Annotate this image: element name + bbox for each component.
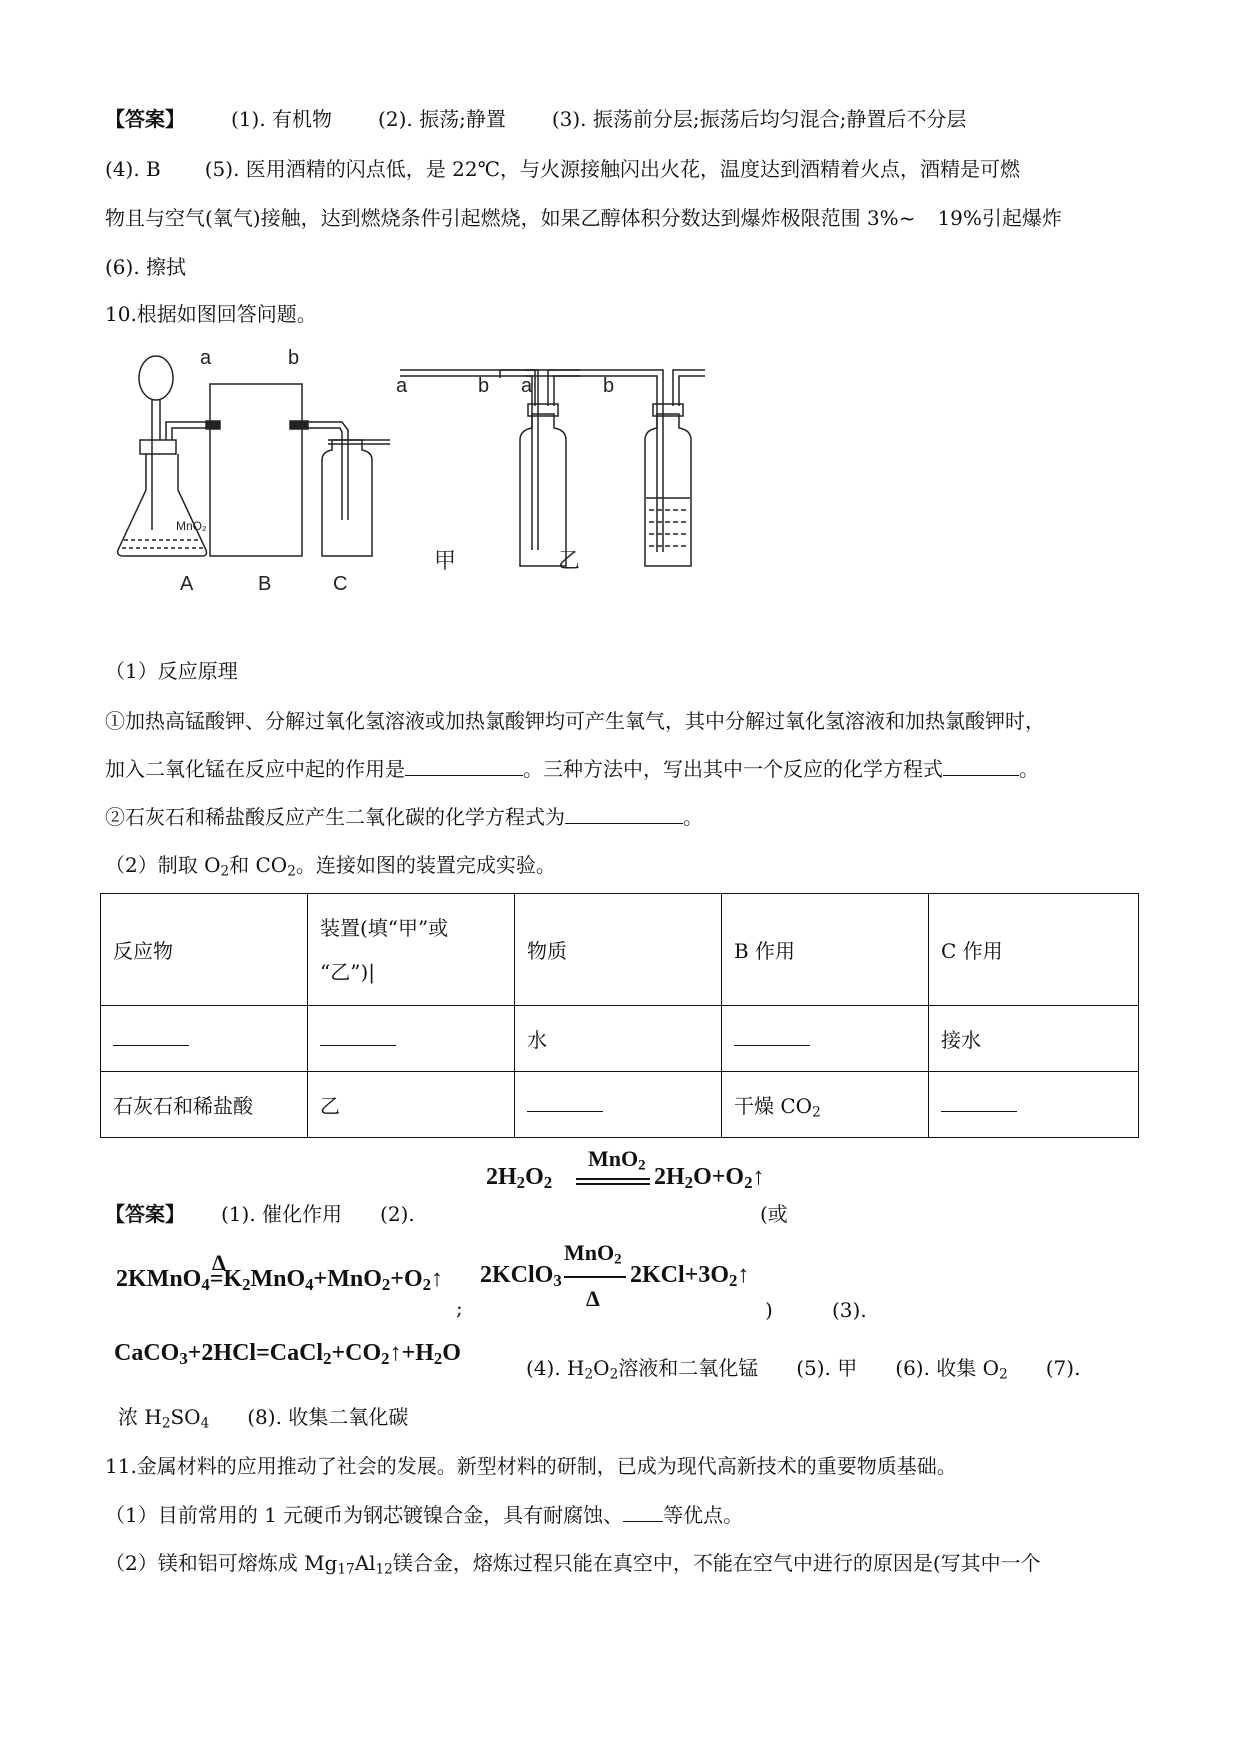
q11-s2: （2）镁和铝可熔炼成 $Mg_{17}Al_{12}$镁合金，熔炼过程只能在真空中，不能在空气中进行的原因是(写其中一个 bbox=[105, 1551, 1041, 1578]
eq2-heat: Δ bbox=[212, 1250, 226, 1275]
eq3-catalyst: MnO$_2$ bbox=[564, 1240, 622, 1268]
label-B: B bbox=[258, 573, 272, 595]
label-a-jia: a bbox=[396, 375, 408, 397]
eq3-right: $2KCl+3O_2↑$ bbox=[630, 1262, 750, 1291]
box-B bbox=[210, 384, 302, 556]
th-c-role: C 作用 bbox=[929, 894, 1139, 1006]
cell-r1c1 bbox=[101, 1006, 308, 1072]
funnel-bulb bbox=[139, 356, 173, 400]
eq1-right: $2H_2O+O_2↑$ bbox=[654, 1164, 765, 1193]
prev-answer-line2: (4). B (5). 医用酒精的闪点低，是 22℃，与火源接触闪出火花，温度达到酒精着火点，酒精是可燃 bbox=[105, 157, 1020, 181]
bottle-C bbox=[322, 440, 372, 556]
experiment-table bbox=[100, 893, 1139, 1138]
label-C: C bbox=[333, 573, 348, 595]
th-reactant: 反应物 bbox=[101, 894, 308, 1006]
cell-r1c3: 水 bbox=[515, 1006, 722, 1072]
cell-r1c4 bbox=[722, 1006, 929, 1072]
th-device: 装置(填“甲”或 “乙”)| bbox=[308, 894, 515, 1006]
answer-p3: (3). bbox=[832, 1298, 867, 1322]
blank-co2-equation bbox=[565, 823, 683, 824]
eq2-left: $2KMnO_4=K_2MnO_4+MnO_2+O_2↑$ bbox=[116, 1266, 444, 1295]
flask-liquid-label: MnO₂ bbox=[176, 519, 207, 533]
label-A: A bbox=[180, 573, 194, 595]
cell-r1c2 bbox=[308, 1006, 515, 1072]
apparatus-figure bbox=[100, 340, 720, 610]
th-substance: 物质 bbox=[515, 894, 722, 1006]
eq3-left: 2KClO$_3$ bbox=[480, 1262, 562, 1291]
cell-r2c1: 石灰石和稀盐酸 bbox=[101, 1072, 308, 1138]
eq-close-paren: ) bbox=[765, 1298, 773, 1322]
blank-catalyst-role bbox=[405, 775, 523, 776]
cell-r2c3 bbox=[515, 1072, 722, 1138]
label-b-yi: b bbox=[603, 375, 615, 397]
cell-r1c5: 接水 bbox=[929, 1006, 1139, 1072]
answer-line3: (4). $H_2O_2$溶液和二氧化锰 (5). 甲 (6). 收集 $O_2$ (7). bbox=[526, 1356, 1081, 1383]
flask-stopper bbox=[140, 440, 176, 454]
bottle-yi bbox=[645, 414, 691, 566]
bottle-jia bbox=[520, 414, 566, 566]
eq1-catalyst: MnO$_2$ bbox=[588, 1146, 646, 1174]
prev-answer-line4: (6). 擦拭 bbox=[105, 255, 187, 279]
label-jia: 甲 bbox=[434, 548, 457, 573]
eq3-line bbox=[564, 1276, 626, 1278]
label-b-B: b bbox=[288, 347, 300, 369]
th-b-role: B 作用 bbox=[722, 894, 929, 1006]
eq1-equals bbox=[576, 1178, 650, 1185]
cell-r2c2: 乙 bbox=[308, 1072, 515, 1138]
q11-title: 11.金属材料的应用推动了社会的发展。新型材料的研制，已成为现代高新技术的重要物质基础。 bbox=[105, 1454, 957, 1478]
q10-sub1: （1）反应原理 bbox=[105, 659, 238, 683]
cell-r2c4: 干燥 $CO_2$ bbox=[722, 1072, 929, 1138]
answer-label: 【答案】 bbox=[105, 107, 185, 131]
label-a-yi: a bbox=[521, 375, 533, 397]
q10-s2: ②石灰石和稀盐酸反应产生二氧化碳的化学方程式为 。 bbox=[105, 805, 703, 829]
q10-sub2: （2）制取 $O_2$和 $CO_2$。连接如图的装置完成实验。 bbox=[105, 853, 556, 880]
q10-title: 10.根据如图回答问题。 bbox=[105, 302, 317, 326]
q10-s1b: 加入二氧化锰在反应中起的作用是 。三种方法中，写出其中一个反应的化学方程式 。 bbox=[105, 757, 1039, 781]
label-b-jia: b bbox=[478, 375, 490, 397]
blank-coin-property bbox=[623, 1521, 663, 1522]
q11-s1: （1）目前常用的 1 元硬币为钢芯镀镍合金，具有耐腐蚀、 等优点。 bbox=[105, 1503, 744, 1527]
q10-s1a: ①加热高锰酸钾、分解过氧化氢溶液或加热氯酸钾均可产生氧气，其中分解过氧化氢溶液和加热氯酸钾时， bbox=[105, 709, 1045, 733]
label-a-B: a bbox=[200, 347, 212, 369]
label-yi: 乙 bbox=[558, 548, 581, 573]
eq4: $CaCO_3+2HCl=CaCl_2+CO_2↑+H_2O$ bbox=[114, 1340, 461, 1369]
cell-r2c5 bbox=[929, 1072, 1139, 1138]
blank-equation bbox=[943, 775, 1019, 776]
eq3-heat: Δ bbox=[586, 1286, 600, 1311]
eq1-left: $2H_2O_2$ bbox=[486, 1164, 553, 1193]
answer-line4: 浓 $H_2SO_4$ (8). 收集二氧化碳 bbox=[118, 1405, 409, 1432]
answer-or: (或 bbox=[760, 1202, 788, 1226]
prev-answer-line1: 【答案】 (1). 有机物 (2). 振荡;静置 (3). 振荡前分层;振荡后均匀混合;静置后不分层 bbox=[105, 107, 967, 131]
eq2-semicolon: ; bbox=[456, 1296, 463, 1320]
q10-answer-line1: 【答案】 (1). 催化作用 (2). bbox=[105, 1202, 415, 1226]
prev-answer-line3: 物且与空气(氧气)接触，达到燃烧条件引起燃烧，如果乙醇体积分数达到爆炸极限范围 3%~ 19%引起爆炸 bbox=[105, 206, 1062, 230]
